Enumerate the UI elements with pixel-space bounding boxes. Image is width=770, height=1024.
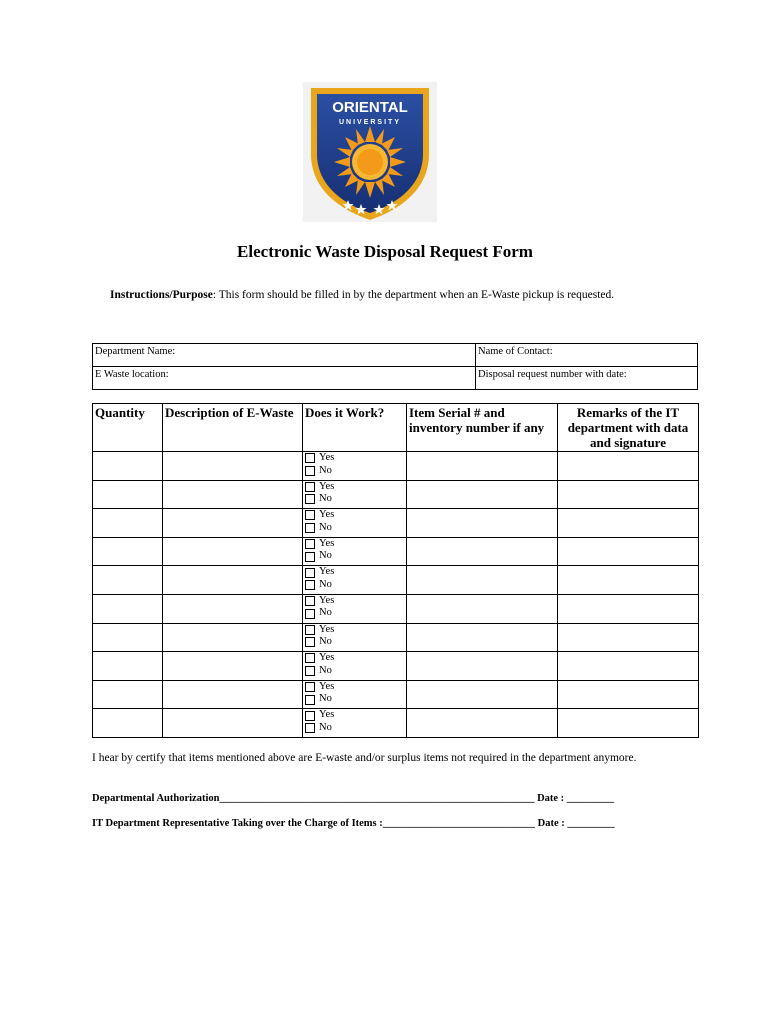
ewaste-items-table xyxy=(92,403,699,738)
description-cell[interactable] xyxy=(163,594,303,623)
quantity-cell[interactable] xyxy=(93,537,163,566)
table-row xyxy=(93,537,699,566)
no-checkbox[interactable] xyxy=(305,723,315,733)
yes-option[interactable] xyxy=(305,509,404,522)
table-row xyxy=(93,680,699,709)
certification-statement: I hear by certify that items mentioned above are E-waste and/or surplus items not required in the department anymore. xyxy=(92,752,637,764)
remarks-cell[interactable] xyxy=(558,680,699,709)
no-option[interactable] xyxy=(305,550,404,563)
university-logo xyxy=(303,82,437,222)
description-cell[interactable] xyxy=(163,680,303,709)
no-checkbox[interactable] xyxy=(305,637,315,647)
remarks-cell[interactable] xyxy=(558,623,699,652)
description-cell[interactable] xyxy=(163,509,303,538)
no-option[interactable] xyxy=(305,665,404,678)
description-cell[interactable] xyxy=(163,537,303,566)
works-cell xyxy=(303,652,407,681)
serial-cell[interactable] xyxy=(407,566,558,595)
remarks-cell[interactable] xyxy=(558,480,699,509)
instructions-text: : This form should be filled in by the department when an E-Waste pickup is requested. xyxy=(212,289,615,301)
yes-checkbox[interactable] xyxy=(305,653,315,663)
no-option[interactable] xyxy=(305,607,404,620)
departmental-authorization-line[interactable]: Departmental Authorization____________________________________________________________ Date : _________ xyxy=(92,793,615,804)
no-label: No xyxy=(319,493,332,505)
logo-wordmark: ORIENTAL xyxy=(332,99,408,116)
remarks-cell[interactable] xyxy=(558,566,699,595)
no-label: No xyxy=(319,521,332,533)
yes-checkbox[interactable] xyxy=(305,625,315,635)
no-label: No xyxy=(319,664,332,676)
quantity-cell[interactable] xyxy=(93,680,163,709)
works-cell xyxy=(303,566,407,595)
yes-label: Yes xyxy=(319,509,335,521)
form-title: Electronic Waste Disposal Request Form xyxy=(237,242,533,261)
no-checkbox[interactable] xyxy=(305,523,315,533)
no-checkbox[interactable] xyxy=(305,695,315,705)
remarks-cell[interactable] xyxy=(558,652,699,681)
header-serial: Item Serial # and inventory number if any xyxy=(407,404,558,452)
table-row xyxy=(93,623,699,652)
quantity-cell[interactable] xyxy=(93,623,163,652)
no-label: No xyxy=(319,693,332,705)
header-works: Does it Work? xyxy=(303,404,407,452)
remarks-cell[interactable] xyxy=(558,709,699,738)
logo-subword: UNIVERSITY xyxy=(338,119,402,126)
remarks-cell[interactable] xyxy=(558,452,699,481)
description-cell[interactable] xyxy=(163,566,303,595)
yes-option[interactable] xyxy=(305,538,404,551)
quantity-cell[interactable] xyxy=(93,709,163,738)
no-option[interactable] xyxy=(305,693,404,706)
no-checkbox[interactable] xyxy=(305,666,315,676)
no-checkbox[interactable] xyxy=(305,552,315,562)
serial-cell[interactable] xyxy=(407,652,558,681)
yes-label: Yes xyxy=(319,652,335,664)
works-cell xyxy=(303,537,407,566)
department-name-field[interactable]: Department Name: xyxy=(93,344,476,367)
works-cell xyxy=(303,709,407,738)
remarks-cell[interactable] xyxy=(558,594,699,623)
description-cell[interactable] xyxy=(163,480,303,509)
quantity-cell[interactable] xyxy=(93,594,163,623)
no-label: No xyxy=(319,721,332,733)
yes-option[interactable] xyxy=(305,566,404,579)
works-cell xyxy=(303,480,407,509)
serial-cell[interactable] xyxy=(407,537,558,566)
quantity-cell[interactable] xyxy=(93,452,163,481)
yes-label: Yes xyxy=(319,480,335,492)
yes-label: Yes xyxy=(319,537,335,549)
instructions-label: Instructions/Purpose xyxy=(110,289,213,301)
shield-logo-icon xyxy=(303,82,437,222)
description-cell[interactable] xyxy=(163,623,303,652)
serial-cell[interactable] xyxy=(407,680,558,709)
table-row xyxy=(93,566,699,595)
yes-checkbox[interactable] xyxy=(305,568,315,578)
no-checkbox[interactable] xyxy=(305,466,315,476)
no-option[interactable] xyxy=(305,722,404,735)
no-option[interactable] xyxy=(305,493,404,506)
yes-checkbox[interactable] xyxy=(305,682,315,692)
description-cell[interactable] xyxy=(163,652,303,681)
no-checkbox[interactable] xyxy=(305,494,315,504)
table-row xyxy=(93,509,699,538)
yes-label: Yes xyxy=(319,594,335,606)
table-row xyxy=(93,709,699,738)
table-row xyxy=(93,452,699,481)
serial-cell[interactable] xyxy=(407,594,558,623)
serial-cell[interactable] xyxy=(407,452,558,481)
header-remarks: Remarks of the IT department with data and signature xyxy=(558,404,699,452)
header-quantity: Quantity xyxy=(93,404,163,452)
yes-label: Yes xyxy=(319,452,335,463)
no-label: No xyxy=(319,550,332,562)
no-checkbox[interactable] xyxy=(305,580,315,590)
yes-checkbox[interactable] xyxy=(305,539,315,549)
yes-option[interactable] xyxy=(305,709,404,722)
no-option[interactable] xyxy=(305,522,404,535)
table-row xyxy=(93,652,699,681)
yes-option[interactable] xyxy=(305,624,404,637)
yes-checkbox[interactable] xyxy=(305,453,315,463)
works-cell xyxy=(303,623,407,652)
ewaste-location-field[interactable]: E Waste location: xyxy=(93,367,476,390)
description-cell[interactable] xyxy=(163,709,303,738)
no-label: No xyxy=(319,636,332,648)
quantity-cell[interactable] xyxy=(93,480,163,509)
department-info-table xyxy=(92,343,698,390)
yes-label: Yes xyxy=(319,623,335,635)
table-header-row xyxy=(93,404,699,452)
it-representative-line[interactable]: IT Department Representative Taking over the Charge of Items :_____________________________ Date : _________ xyxy=(92,818,615,829)
works-cell xyxy=(303,594,407,623)
yes-checkbox[interactable] xyxy=(305,482,315,492)
no-checkbox[interactable] xyxy=(305,609,315,619)
no-label: No xyxy=(319,464,332,476)
yes-checkbox[interactable] xyxy=(305,596,315,606)
table-row xyxy=(93,480,699,509)
no-label: No xyxy=(319,578,332,590)
remarks-cell[interactable] xyxy=(558,537,699,566)
serial-cell[interactable] xyxy=(407,623,558,652)
no-label: No xyxy=(319,607,332,619)
instructions xyxy=(110,288,678,302)
table-row xyxy=(93,594,699,623)
works-cell xyxy=(303,452,407,481)
header-description: Description of E-Waste xyxy=(163,404,303,452)
no-option[interactable] xyxy=(305,579,404,592)
works-cell xyxy=(303,680,407,709)
remarks-cell[interactable] xyxy=(558,509,699,538)
description-cell[interactable] xyxy=(163,452,303,481)
contact-name-field[interactable]: Name of Contact: xyxy=(476,344,698,367)
yes-checkbox[interactable] xyxy=(305,510,315,520)
serial-cell[interactable] xyxy=(407,480,558,509)
yes-option[interactable] xyxy=(305,481,404,494)
yes-option[interactable] xyxy=(305,681,404,694)
yes-option[interactable] xyxy=(305,595,404,608)
quantity-cell[interactable] xyxy=(93,509,163,538)
no-option[interactable] xyxy=(305,636,404,649)
yes-label: Yes xyxy=(319,709,335,721)
no-option[interactable] xyxy=(305,465,404,478)
quantity-cell[interactable] xyxy=(93,652,163,681)
serial-cell[interactable] xyxy=(407,509,558,538)
request-number-field[interactable]: Disposal request number with date: xyxy=(476,367,698,390)
quantity-cell[interactable] xyxy=(93,566,163,595)
yes-checkbox[interactable] xyxy=(305,711,315,721)
yes-label: Yes xyxy=(319,680,335,692)
yes-option[interactable] xyxy=(305,652,404,665)
serial-cell[interactable] xyxy=(407,709,558,738)
yes-label: Yes xyxy=(319,566,335,578)
yes-option[interactable] xyxy=(305,452,404,465)
works-cell xyxy=(303,509,407,538)
